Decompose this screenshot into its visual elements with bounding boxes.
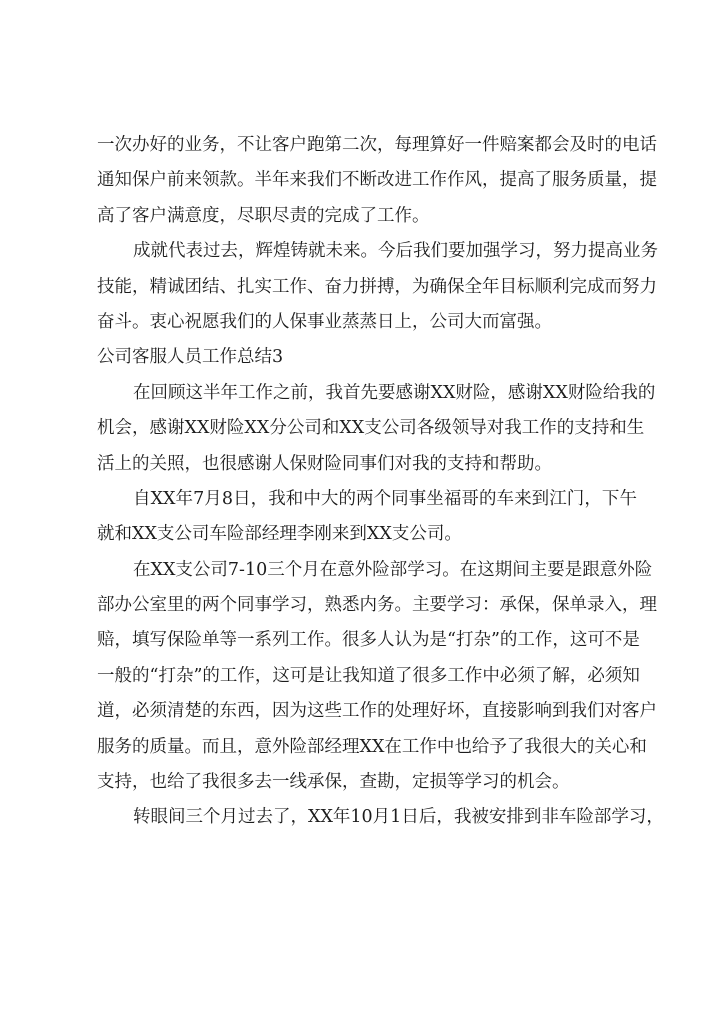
paragraph-line: 成就代表过去，辉煌铸就未来。今后我们要加强学习，努力提高业务	[133, 241, 658, 262]
paragraph-line: 道，必须清楚的东西，因为这些工作的处理好坏，直接影响到我们对客户	[97, 701, 657, 722]
paragraph-line: 高了客户满意度，尽职尽责的完成了工作。	[97, 205, 430, 226]
paragraph-line: 在XX支公司7-10三个月在意外险部学习。在这期间主要是跟意外险	[133, 559, 653, 580]
paragraph-line: 一般的“打杂”的工作，这可是让我知道了很多工作中必须了解，必须知	[97, 665, 640, 686]
paragraph-line: 技能，精诚团结、扎实工作、奋力拼搏，为确保全年目标顺利完成而努力	[97, 276, 657, 297]
document-body	[97, 128, 664, 836]
paragraph-line: 服务的质量。而且，意外险部经理XX在工作中也给予了我很大的关心和	[97, 736, 647, 757]
paragraph-line: 奋斗。衷心祝愿我们的人保事业蒸蒸日上，公司大而富强。	[97, 311, 552, 332]
paragraph-line: 转眼间三个月过去了，XX年10月1日后，我被安排到非车险部学习，	[133, 807, 664, 828]
paragraph-line: 支持，也给了我很多去一线承保，查勘，定损等学习的机会。	[97, 772, 570, 793]
paragraph-line: 就和XX支公司车险部经理李刚来到XX支公司。	[97, 524, 462, 545]
section-heading: 公司客服人员工作总结3	[97, 347, 284, 368]
paragraph-line: 部办公室里的两个同事学习，熟悉内务。主要学习：承保，保单录入，理	[97, 595, 657, 616]
paragraph-line: 一次办好的业务，不让客户跑第二次，每理算好一件赔案都会及时的电话	[97, 135, 657, 155]
paragraph-line: 通知保户前来领款。半年来我们不断改进工作作风，提高了服务质量，提	[97, 170, 657, 191]
paragraph-line: 在回顾这半年工作之前，我首先要感谢XX财险，感谢XX财险给我的	[133, 382, 656, 403]
paragraph-line: 机会，感谢XX财险XX分公司和XX支公司各级领导对我工作的支持和生	[97, 418, 645, 439]
paragraph-line: 活上的关照，也很感谢人保财险同事们对我的支持和帮助。	[97, 453, 552, 474]
paragraph-line: 赔，填写保险单等一系列工作。很多人认为是“打杂”的工作，这可不是	[97, 630, 640, 651]
paragraph-line: 自XX年7月8日，我和中大的两个同事坐福哥的车来到江门，下午	[133, 488, 637, 509]
